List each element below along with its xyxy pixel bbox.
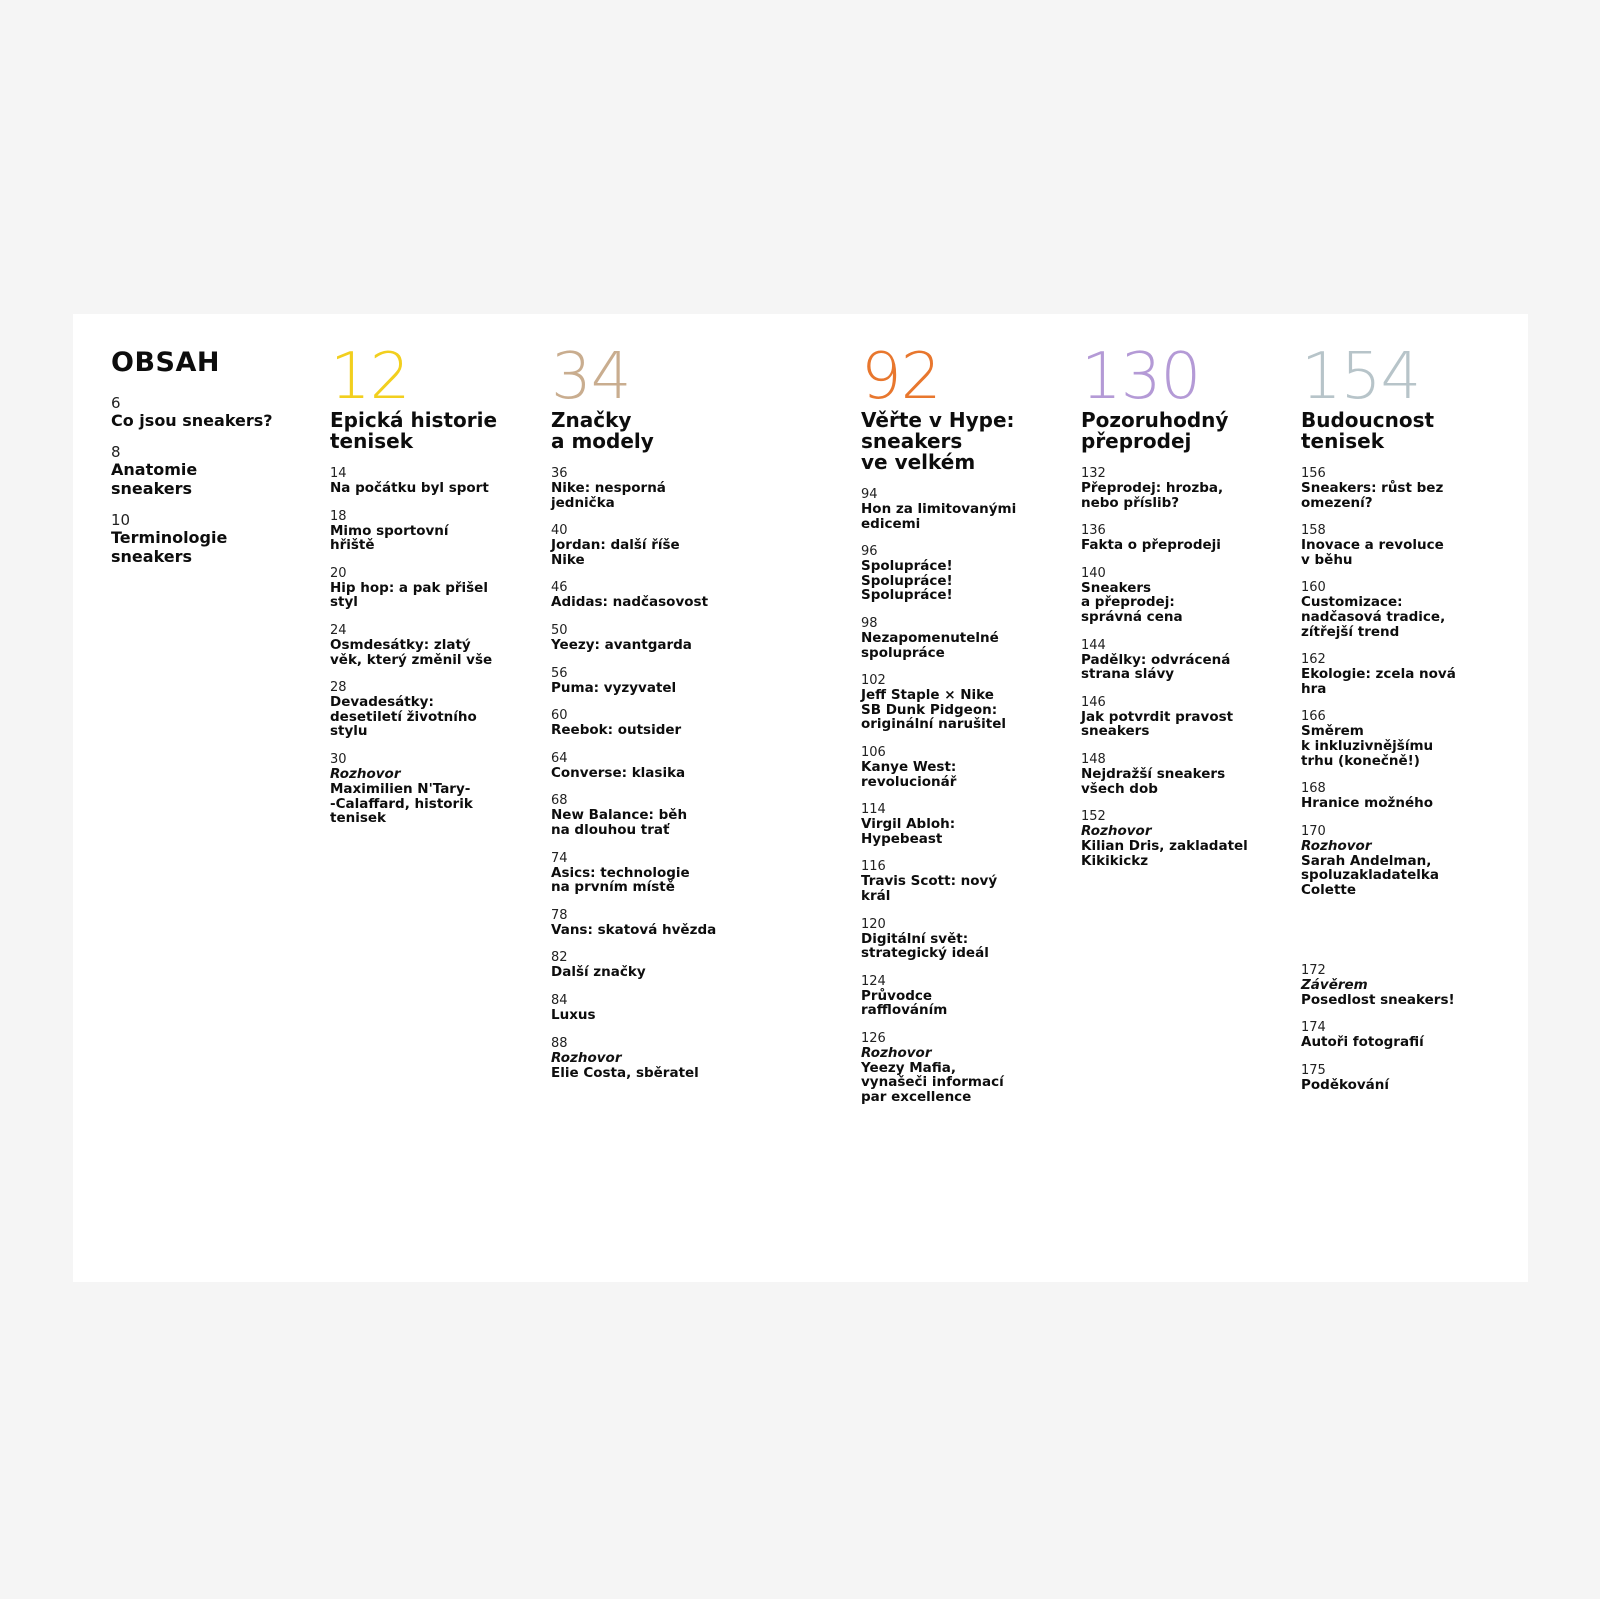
entry-page-number: 18 [330,508,347,524]
chapter-column [861,340,1066,1118]
toc-entry[interactable] [551,466,766,510]
entry-page-number: 114 [861,802,886,818]
entry-title: Hon za limitovanými edicemi [861,501,1017,532]
entry-title: Yeezy: avantgarda [551,636,692,653]
entry-page-number: 60 [551,708,568,724]
toc-entry[interactable] [861,917,1066,961]
entry-page-number: 56 [551,665,568,681]
entry-label: Rozhovor [330,765,401,782]
entry-page-number: 170 [1301,823,1326,839]
chapter-entries [1301,466,1506,898]
toc-entry[interactable] [1081,695,1286,739]
entry-title: Sneakers a přeprodej: správná cena [1081,579,1183,625]
entry-page-number: 94 [861,487,878,502]
spacer [1301,911,1506,963]
entry-page-number: 30 [330,751,347,767]
intro-entry[interactable] [111,512,311,566]
chapter-entries [551,466,766,1080]
entry-title: Customizace: nadčasová tradice, zítřejší trend [1301,594,1446,640]
toc-entry[interactable] [1301,1020,1506,1050]
entry-page-number: 168 [1301,781,1326,797]
entry-title: Poděkování [1301,1076,1390,1093]
toc-entry[interactable] [551,793,766,837]
entry-label: Rozhovor [551,1049,622,1066]
toc-entry[interactable] [330,509,535,553]
closing-entries [1301,963,1506,1093]
chapter-column [330,340,535,839]
entry-title: New Balance: běh na dlouhou trať [551,807,688,838]
entry-page-number: 40 [551,523,568,539]
entry-page-number: 152 [1081,809,1106,825]
entry-page-number: 36 [551,466,568,481]
chapter-title: Epická historie tenisek [330,408,498,453]
entry-page-number: 46 [551,580,568,596]
entry-title: Kilian Dris, zakladatel Kikikickz [1081,838,1248,869]
entry-page-number: 140 [1081,565,1106,581]
entry-label: Rozhovor [861,1044,932,1061]
toc-entry[interactable] [861,673,1066,732]
entry-page-number: 6 [111,394,121,412]
toc-page [73,314,1528,1282]
chapter-number: 130 [1081,340,1201,414]
entry-title: Kanye West: revolucionář [861,758,957,790]
toc-entry[interactable] [1081,523,1286,553]
entry-title: Reebok: outsider [551,722,682,739]
toc-entry[interactable] [330,680,535,739]
entry-title: Digitální svět: strategický ideál [861,930,989,962]
entry-title: Mimo sportovní hřiště [330,522,449,554]
entry-title: Posedlost sneakers! [1301,991,1455,1008]
chapter-column [551,340,766,1093]
toc-entry[interactable] [551,580,766,610]
entry-title: Jeff Staple × Nike SB Dunk Pidgeon: originální narušitel [861,687,1007,733]
chapter-column [1081,340,1286,881]
entry-page-number: 88 [551,1035,568,1051]
entry-page-number: 102 [861,673,886,689]
toc-entry[interactable] [1301,580,1506,639]
entry-title: Sneakers: růst bez omezení? [1301,480,1444,511]
entry-label: Rozhovor [1301,837,1372,854]
entry-title: Ekologie: zcela nová hra [1301,666,1456,697]
chapter-title: Značky a modely [551,408,654,453]
entry-title: Devadesátky: desetiletí životního stylu [330,694,477,740]
chapter-entries [330,466,535,826]
entry-title: Asics: technologie na prvním místě [551,864,690,896]
chapter-title: Budoucnost tenisek [1301,408,1435,453]
entry-title: Co jsou sneakers? [111,411,273,430]
toc-entry[interactable] [330,466,535,496]
entry-title: Jordan: další říše Nike [551,537,680,568]
entry-title: Adidas: nadčasovost [551,594,709,611]
chapter-column [1301,340,1506,1105]
entry-page-number: 82 [551,950,568,966]
entry-title: Travis Scott: nový král [861,873,998,904]
entry-page-number: 116 [861,859,886,875]
entry-page-number: 8 [111,443,121,461]
entry-title: Hip hop: a pak přišel styl [330,579,488,611]
toc-entry[interactable] [551,851,766,895]
entry-title: Přeprodej: hrozba, nebo příslib? [1081,480,1224,511]
toc-entry[interactable] [1081,638,1286,682]
entry-page-number: 14 [330,466,347,481]
intro-entry[interactable] [111,395,311,430]
toc-entry[interactable] [330,566,535,610]
toc-entry[interactable] [551,666,766,696]
entry-title: Terminologie sneakers [111,528,228,566]
toc-title: OBSAH [111,347,220,378]
entry-title: Vans: skatová hvězda [551,921,717,938]
toc-entry[interactable] [1301,709,1506,768]
entry-page-number: 68 [551,793,568,809]
chapter-entries [861,487,1066,1105]
toc-entry[interactable] [1081,752,1286,796]
entry-page-number: 84 [551,992,568,1008]
entry-title: Anatomie sneakers [111,460,198,498]
chapter-title: Pozoruhodný přeprodej [1081,408,1229,453]
toc-intro-column [111,348,311,580]
chapter-number: 12 [330,340,410,414]
entry-page-number: 78 [551,907,568,923]
chapter-entries [1081,466,1286,868]
entry-title: Fakta o přeprodeji [1081,537,1221,554]
entry-title: Hranice možného [1301,795,1434,812]
toc-entry[interactable] [551,908,766,938]
entry-page-number: 162 [1301,652,1326,668]
toc-entry[interactable] [1301,824,1506,898]
toc-entry[interactable] [861,487,1066,531]
entry-title: Průvodce rafflováním [861,987,948,1019]
toc-entry[interactable] [551,1036,766,1081]
toc-entry[interactable] [551,523,766,567]
toc-entry[interactable] [861,859,1066,903]
toc-entry[interactable] [551,708,766,738]
entry-page-number: 175 [1301,1062,1326,1078]
entry-title: Inovace a revoluce v běhu [1301,537,1444,568]
entry-page-number: 20 [330,565,347,581]
toc-entry[interactable] [861,544,1066,603]
entry-title: Luxus [551,1006,596,1023]
toc-entry[interactable] [330,623,535,667]
entry-page-number: 10 [111,511,131,529]
entry-page-number: 144 [1081,637,1106,653]
entry-page-number: 120 [861,916,886,932]
toc-entry[interactable] [1081,466,1286,510]
entry-page-number: 124 [861,973,886,989]
entry-page-number: 24 [330,622,347,638]
chapter-number: 154 [1301,340,1421,414]
toc-entry[interactable] [551,993,766,1023]
entry-page-number: 174 [1301,1020,1326,1036]
entry-title: Virgil Abloh: Hypebeast [861,816,956,847]
toc-entry[interactable] [861,974,1066,1018]
entry-title: Maximilien N'Tary- -Calaffard, historik tenisek [330,780,473,827]
toc-entry[interactable] [861,616,1066,660]
entry-title: Spolupráce! Spolupráce! Spolupráce! [861,558,953,604]
entry-page-number: 158 [1301,523,1326,539]
entry-title: Na počátku byl sport [330,480,489,496]
entry-title: Směrem k inkluzivnějšímu trhu (konečně!) [1301,723,1434,769]
toc-entry[interactable] [1301,652,1506,696]
chapter-title: Věřte v Hype: sneakers ve velkém [861,408,1015,474]
toc-entry[interactable] [551,623,766,653]
entry-page-number: 64 [551,750,568,766]
entry-title: Yeezy Mafia, vynašeči informací par excellence [861,1059,1004,1106]
toc-entry[interactable] [1081,566,1286,625]
entry-title: Padělky: odvrácená strana slávy [1081,651,1231,683]
entry-title: Puma: vyzyvatel [551,679,677,696]
toc-entry[interactable] [1301,523,1506,567]
entry-page-number: 148 [1081,751,1106,767]
entry-page-number: 28 [330,680,347,696]
entry-page-number: 50 [551,622,568,638]
toc-entry[interactable] [330,752,535,826]
entry-title: Osmdesátky: zlatý věk, který změnil vše [330,636,493,668]
entry-page-number: 98 [861,615,878,631]
entry-page-number: 136 [1081,523,1106,539]
entry-title: Další značky [551,964,646,981]
toc-entry[interactable] [861,1031,1066,1105]
toc-entry[interactable] [551,950,766,980]
entry-page-number: 146 [1081,694,1106,710]
entry-title: Jak potvrdit pravost sneakers [1081,708,1234,740]
entry-page-number: 126 [861,1030,886,1046]
entry-page-number: 156 [1301,466,1326,481]
toc-entry[interactable] [1301,1063,1506,1093]
toc-entry[interactable] [551,751,766,781]
toc-entry[interactable] [861,745,1066,789]
entry-page-number: 166 [1301,709,1326,725]
entry-page-number: 74 [551,850,568,866]
chapter-number: 34 [551,340,631,414]
entry-title: Sarah Andelman, spoluzakladatelka Colette [1301,852,1439,898]
toc-entry[interactable] [1301,781,1506,811]
entry-label: Závěrem [1301,976,1368,993]
chapter-number: 92 [861,340,941,414]
entry-page-number: 96 [861,544,878,560]
toc-entry[interactable] [1301,963,1506,1008]
entry-page-number: 106 [861,744,886,760]
entry-title: Autoři fotografií [1301,1034,1424,1051]
intro-entry[interactable] [111,444,311,498]
entry-title: Nejdražší sneakers všech dob [1081,765,1226,797]
entry-title: Nike: nesporná jednička [551,480,666,511]
toc-entry[interactable] [861,802,1066,846]
entry-title: Converse: klasika [551,764,686,781]
entry-label: Rozhovor [1081,823,1152,840]
entry-title: Nezapomenutelné spolupráce [861,629,999,661]
entry-page-number: 132 [1081,466,1106,481]
toc-entry[interactable] [1301,466,1506,510]
entry-title: Elie Costa, sběratel [551,1064,699,1081]
entry-page-number: 172 [1301,962,1326,978]
entry-page-number: 160 [1301,580,1326,596]
toc-entry[interactable] [1081,809,1286,868]
